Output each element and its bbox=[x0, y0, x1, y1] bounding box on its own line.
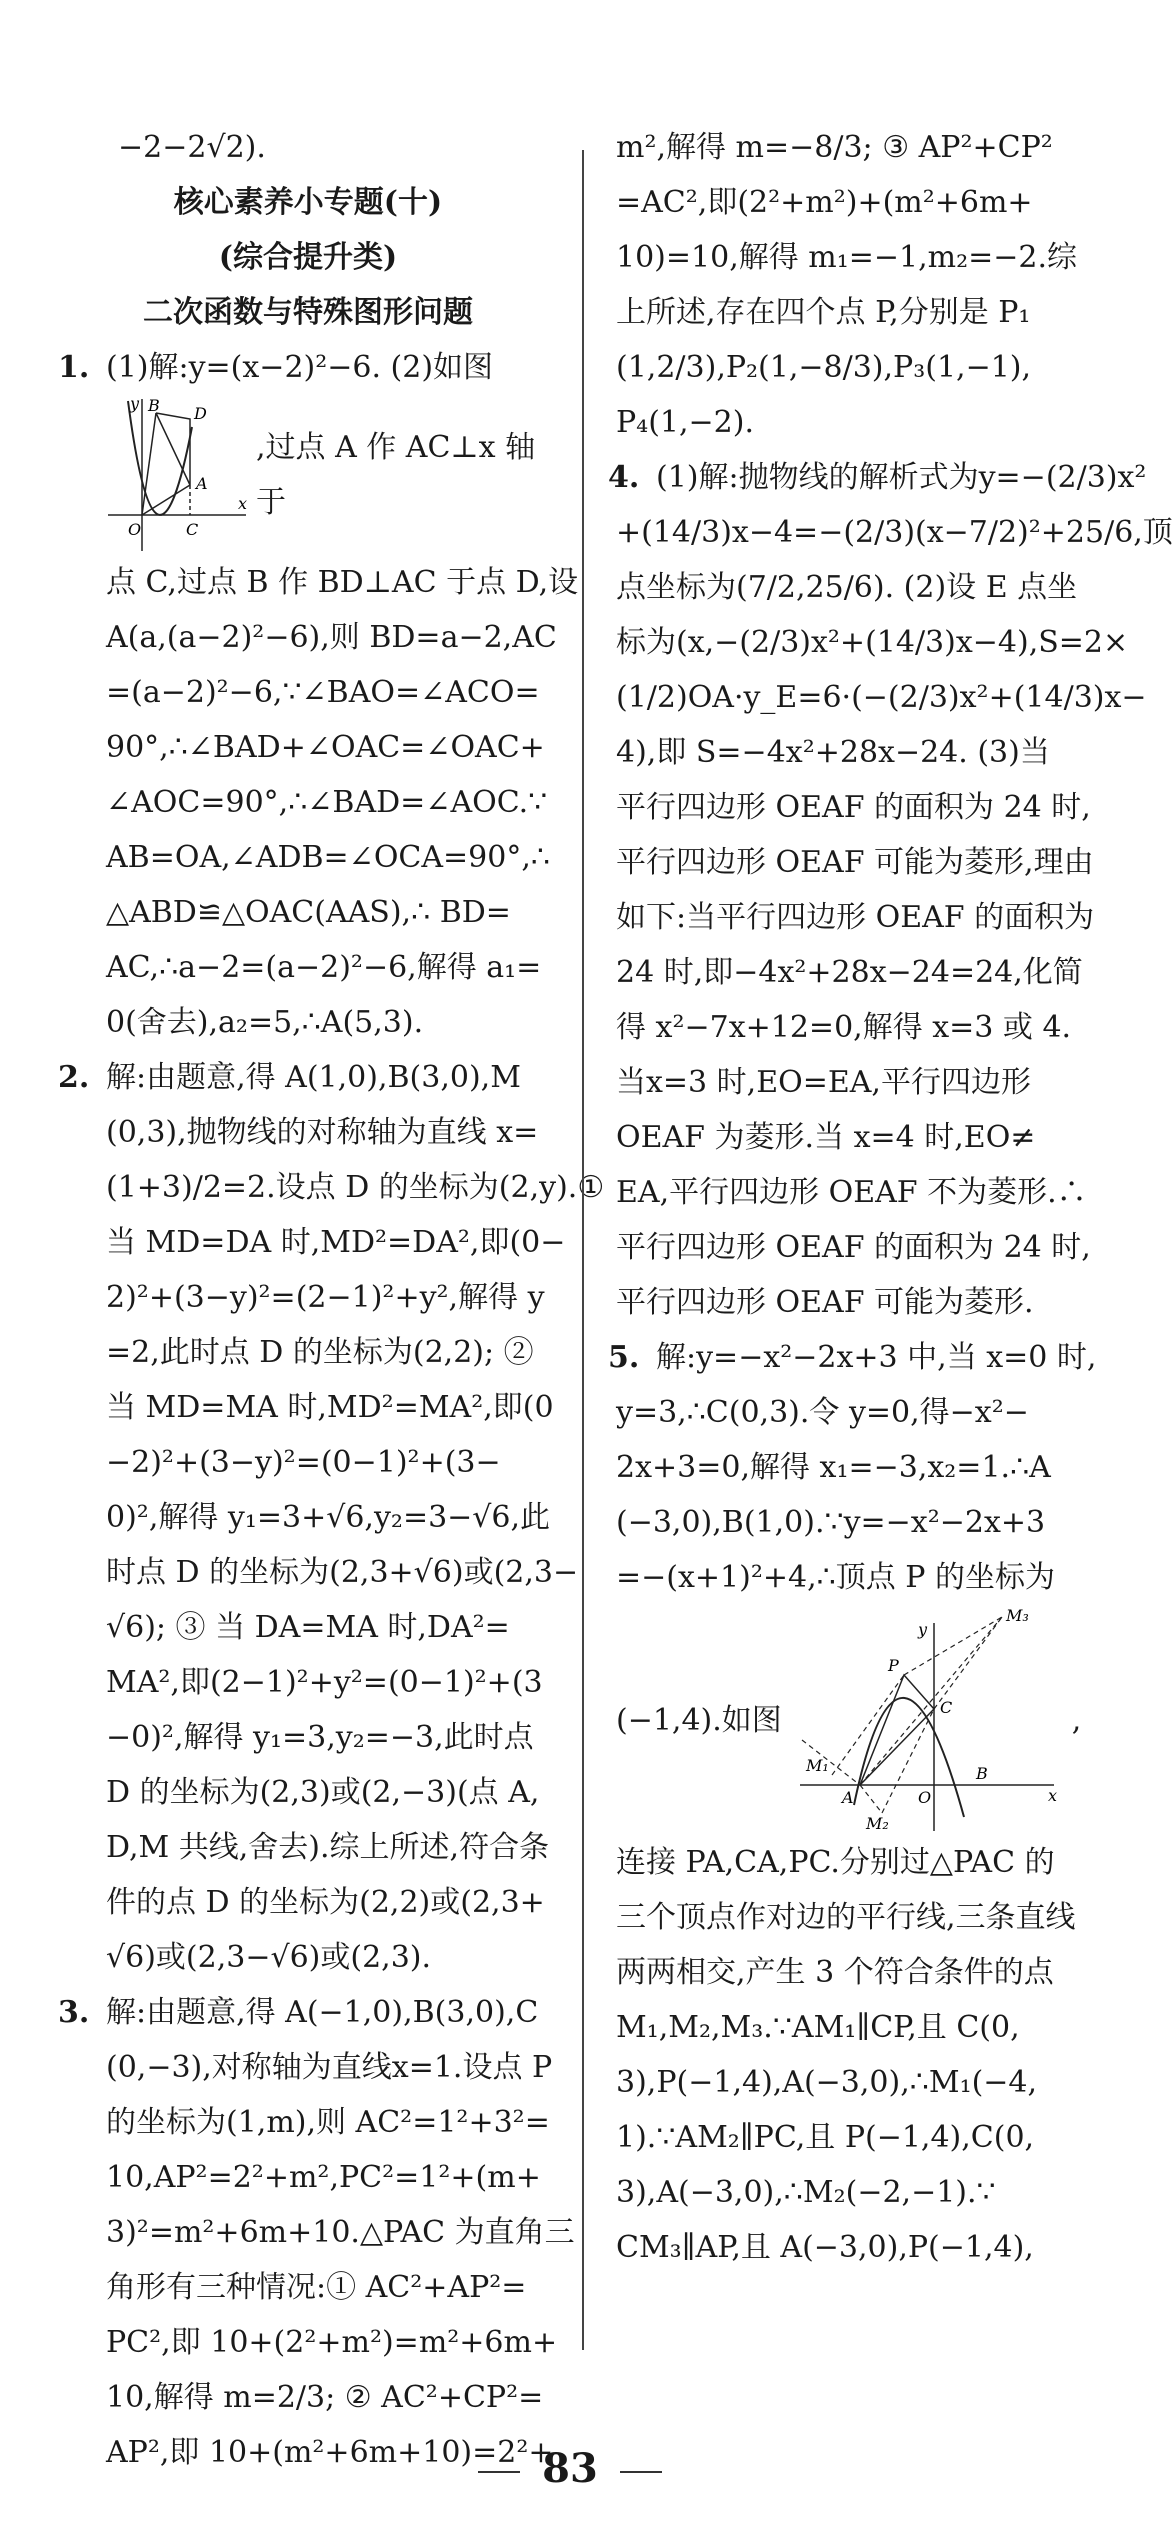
text-line: 时点 D 的坐标为(2,3+√6)或(2,3− bbox=[106, 1555, 579, 1590]
text-line: −0)²,解得 y₁=3,y₂=−3,此时点 bbox=[106, 1720, 534, 1755]
dashed-line-m1p bbox=[832, 1675, 904, 1775]
text-line: =2,此时点 D 的坐标为(2,2); ② bbox=[106, 1335, 534, 1370]
label-a: A bbox=[841, 1788, 854, 1807]
text-line: 解:由题意,得 A(1,0),B(3,0),M bbox=[106, 1060, 521, 1095]
label-m2: M₂ bbox=[865, 1814, 889, 1833]
text-line: OEAF 为菱形.当 x=4 时,EO≠ bbox=[616, 1120, 1036, 1155]
text-line: 90°,∴∠BAD+∠OAC=∠OAC+ bbox=[106, 730, 545, 765]
label-c: C bbox=[939, 1698, 953, 1717]
text-line: 标为(x,−(2/3)x²+(14/3)x−4),S=2× bbox=[616, 625, 1129, 660]
text-line: ∠AOC=90°,∴∠BAD=∠AOC.∵ bbox=[106, 785, 548, 820]
text-line: 平行四边形 OEAF 的面积为 24 时, bbox=[616, 790, 1091, 825]
question-number: 4. bbox=[608, 460, 640, 495]
text-line: y=3,∴C(0,3).令 y=0,得−x²− bbox=[616, 1395, 1029, 1430]
text-line: 平行四边形 OEAF 可能为菱形. bbox=[616, 1285, 1034, 1320]
text-line: CM₃∥AP,且 A(−3,0),P(−1,4), bbox=[616, 2230, 1034, 2265]
text-line: PC²,即 10+(2²+m²)=m²+6m+ bbox=[106, 2325, 558, 2360]
section-subtitle: (综合提升类) bbox=[218, 240, 398, 275]
text-line: √6)或(2,3−√6)或(2,3). bbox=[106, 1940, 432, 1975]
text-line: =(a−2)²−6,∵∠BAO=∠ACO= bbox=[106, 675, 540, 710]
right-column bbox=[608, 120, 1173, 2275]
text-line: D 的坐标为(2,3)或(2,−3)(点 A, bbox=[106, 1775, 540, 1810]
text-line: AP²,即 10+(m²+6m+10)=2²+ bbox=[106, 2435, 554, 2470]
text-line: P₄(1,−2). bbox=[616, 405, 755, 440]
text-line: AB=OA,∠ADB=∠OCA=90°,∴ bbox=[106, 840, 550, 875]
text-line: =AC²,即(2²+m²)+(m²+6m+ bbox=[616, 185, 1033, 220]
question-2 bbox=[58, 1050, 605, 1985]
text-line: 2)²+(3−y)²=(2−1)²+y²,解得 y bbox=[106, 1280, 545, 1315]
text-line: 当 MD=MA 时,MD²=MA²,即(0 bbox=[106, 1390, 554, 1425]
label-o: O bbox=[128, 520, 142, 539]
text-line: m²,解得 m=−8/3; ③ AP²+CP² bbox=[616, 130, 1053, 165]
label-b: B bbox=[148, 396, 160, 415]
question-number: 2. bbox=[58, 1060, 90, 1095]
text-line: +(14/3)x−4=−(2/3)(x−7/2)²+25/6,顶 bbox=[616, 515, 1173, 550]
label-m1: M₁ bbox=[805, 1756, 829, 1775]
section-topic: 二次函数与特殊图形问题 bbox=[143, 295, 473, 330]
text-line: 4),即 S=−4x²+28x−24. (3)当 bbox=[616, 735, 1050, 770]
label-a: A bbox=[196, 474, 208, 493]
text-line: √6); ③ 当 DA=MA 时,DA²= bbox=[106, 1610, 510, 1645]
question-1 bbox=[58, 340, 579, 1050]
text-line: 24 时,即−4x²+28x−24=24,化简 bbox=[616, 955, 1083, 990]
text-line: 两两相交,产生 3 个符合条件的点 bbox=[616, 1955, 1054, 1990]
text-line: 角形有三种情况:① AC²+AP²= bbox=[106, 2270, 527, 2305]
page-number: 83 bbox=[0, 2445, 1140, 2492]
question-number: 5. bbox=[608, 1340, 640, 1375]
text-line: MA²,即(2−1)²+y²=(0−1)²+(3 bbox=[106, 1665, 543, 1700]
text-line: , bbox=[1071, 1702, 1082, 1738]
text-line: 3),A(−3,0),∴M₂(−2,−1).∵ bbox=[616, 2175, 996, 2210]
text-line: 平行四边形 OEAF 的面积为 24 时, bbox=[616, 1230, 1091, 1265]
label-m3: M₃ bbox=[1005, 1606, 1029, 1625]
label-x: x bbox=[238, 494, 248, 513]
text-line: 点坐标为(7/2,25/6). (2)设 E 点坐 bbox=[616, 570, 1078, 605]
text-line: (1/2)OA·y_E=6·(−(2/3)x²+(14/3)x− bbox=[616, 680, 1147, 715]
text-line: 0(舍去),a₂=5,∴A(5,3). bbox=[106, 1005, 424, 1040]
column-divider bbox=[582, 150, 584, 2350]
dashed-line-am3 bbox=[860, 1617, 1002, 1785]
text-line: 上所述,存在四个点 P,分别是 P₁ bbox=[616, 295, 1031, 330]
label-o: O bbox=[917, 1788, 931, 1807]
text-line: (1)解:y=(x−2)²−6. (2)如图 bbox=[106, 350, 494, 385]
text-line: (0,−3),对称轴为直线x=1.设点 P bbox=[106, 2050, 553, 2085]
text-line: (−1,4).如图 bbox=[616, 1702, 782, 1738]
text-line: 3)²=m²+6m+10.△PAC 为直角三 bbox=[106, 2215, 575, 2250]
label-y: y bbox=[917, 1620, 927, 1639]
question-number: 1. bbox=[58, 350, 90, 385]
text-line: △ABD≌△OAC(AAS),∴ BD= bbox=[106, 895, 511, 930]
text-line: (1)解:抛物线的解析式为y=−(2/3)x² bbox=[656, 460, 1147, 495]
text-line: 0)²,解得 y₁=3+√6,y₂=3−√6,此 bbox=[106, 1500, 551, 1535]
text-line: 平行四边形 OEAF 可能为菱形,理由 bbox=[616, 845, 1094, 880]
text-line: 10)=10,解得 m₁=−1,m₂=−2.综 bbox=[616, 240, 1078, 275]
question-3 bbox=[58, 1985, 575, 2480]
section-title: 核心素养小专题(十) bbox=[173, 185, 443, 220]
text-line: AC,∴a−2=(a−2)²−6,解得 a₁= bbox=[106, 950, 542, 985]
triangle-abd bbox=[156, 413, 190, 485]
text-line: M₁,M₂,M₃.∵AM₁∥CP,且 C(0, bbox=[616, 2010, 1020, 2045]
text-line: −2−2√2). bbox=[118, 130, 266, 165]
text-line: 解:y=−x²−2x+3 中,当 x=0 时, bbox=[656, 1340, 1097, 1375]
question-5 bbox=[608, 1330, 1113, 2275]
question-3-continued bbox=[608, 120, 1113, 450]
text-line: ,过点 A 作 AC⊥x 轴于 bbox=[256, 430, 536, 520]
text-line: 解:由题意,得 A(−1,0),B(3,0),C bbox=[106, 1995, 539, 2030]
text-line: (−3,0),B(1,0).∵y=−x²−2x+3 bbox=[616, 1505, 1046, 1540]
text-line: 当 MD=DA 时,MD²=DA²,即(0− bbox=[106, 1225, 566, 1260]
text-line: (1+3)/2=2.设点 D 的坐标为(2,y).① bbox=[106, 1170, 605, 1205]
text-line: 当x=3 时,EO=EA,平行四边形 bbox=[616, 1065, 1031, 1100]
text-line: 10,AP²=2²+m²,PC²=1²+(m+ bbox=[106, 2160, 541, 2195]
dashed-line-am2 bbox=[860, 1785, 882, 1813]
text-line: 三个顶点作对边的平行线,三条直线 bbox=[616, 1900, 1076, 1935]
label-d: D bbox=[194, 404, 207, 423]
text-line: (1,2/3),P₂(1,−8/3),P₃(1,−1), bbox=[616, 350, 1032, 385]
text-line: D,M 共线,舍去).综上所述,符合条 bbox=[106, 1830, 550, 1865]
text-line: 的坐标为(1,m),则 AC²=1²+3²= bbox=[106, 2105, 550, 2140]
label-y: y bbox=[130, 394, 140, 413]
text-line: 点 C,过点 B 作 BD⊥AC 于点 D,设 bbox=[106, 565, 579, 600]
text-line: 2x+3=0,解得 x₁=−3,x₂=1.∴A bbox=[616, 1450, 1051, 1485]
text-line: =−(x+1)²+4,∴顶点 P 的坐标为 bbox=[616, 1560, 1055, 1595]
label-x: x bbox=[1047, 1786, 1057, 1805]
question-4 bbox=[608, 450, 1173, 1330]
text-line: 1).∵AM₂∥PC,且 P(−1,4),C(0, bbox=[616, 2120, 1035, 2155]
segment-ob bbox=[142, 413, 156, 515]
label-p: P bbox=[887, 1656, 899, 1675]
label-b: B bbox=[975, 1764, 988, 1783]
text-line: A(a,(a−2)²−6),则 BD=a−2,AC bbox=[106, 620, 557, 655]
text-line: 3),P(−1,4),A(−3,0),∴M₁(−4, bbox=[616, 2065, 1038, 2100]
text-line: −2)²+(3−y)²=(0−1)²+(3− bbox=[106, 1445, 501, 1480]
text-line: 如下:当平行四边形 OEAF 的面积为 bbox=[616, 900, 1095, 935]
text-line: 得 x²−7x+12=0,解得 x=3 或 4. bbox=[616, 1010, 1072, 1045]
question-number: 3. bbox=[58, 1995, 90, 2030]
label-c: C bbox=[186, 520, 199, 539]
text-line: (0,3),抛物线的对称轴为直线 x= bbox=[106, 1115, 539, 1150]
dashed-line-cm3 bbox=[934, 1617, 1002, 1709]
text-line: 件的点 D 的坐标为(2,2)或(2,3+ bbox=[106, 1885, 545, 1920]
figure-1-graph bbox=[106, 395, 256, 555]
text-line: EA,平行四边形 OEAF 不为菱形.∴ bbox=[616, 1175, 1087, 1210]
figure-2-graph bbox=[792, 1605, 1072, 1835]
text-line: 连接 PA,CA,PC.分别过△PAC 的 bbox=[616, 1845, 1055, 1880]
text-line: 10,解得 m=2/3; ② AC²+CP²= bbox=[106, 2380, 544, 2415]
